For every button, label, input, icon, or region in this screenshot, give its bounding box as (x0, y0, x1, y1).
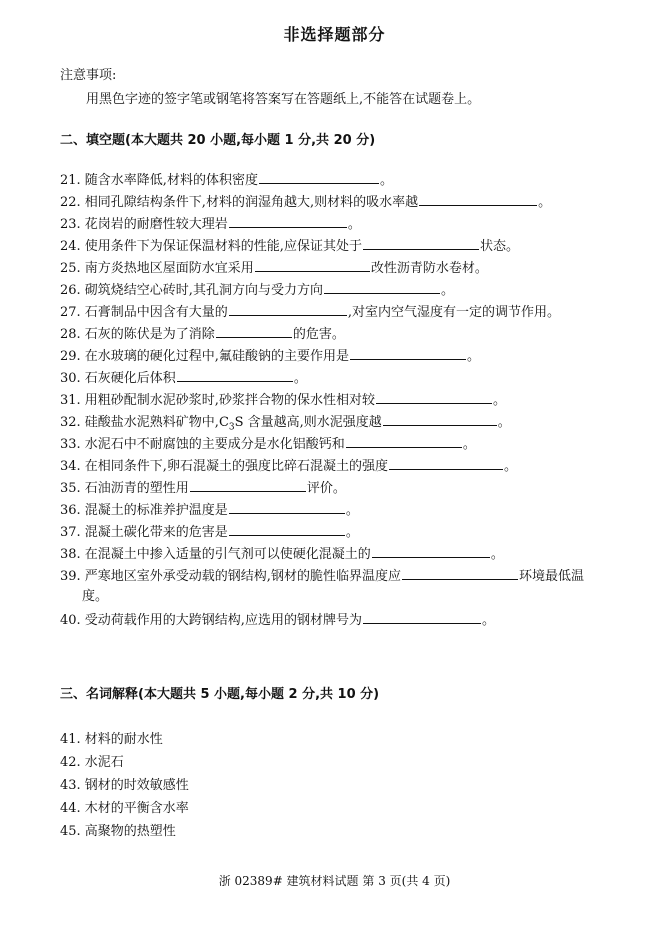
answer-blank (255, 258, 370, 272)
answer-blank (402, 566, 518, 580)
term-44: 44. 木材的平衡含水率 (60, 801, 189, 816)
question-35: 35. 石油沥青的塑性用 评价。 (60, 478, 640, 499)
page-footer: 浙 02389# 建筑材料试题 第 3 页(共 4 页) (218, 874, 451, 888)
question-39: 39. 严寒地区室外承受动载的钢结构,钢材的脆性临界温度应 环境最低温 度。 (60, 566, 640, 607)
answer-blank (346, 434, 462, 448)
answer-blank (177, 368, 293, 382)
answer-blank (324, 280, 440, 294)
answer-blank (229, 214, 347, 228)
notice-heading: 注意事项: (60, 68, 117, 83)
term-42: 42. 水泥石 (60, 755, 124, 770)
answer-blank (363, 236, 479, 250)
question-31: 31. 用粗砂配制水泥砂浆时,砂浆拌合物的保水性相对较 。 (60, 390, 640, 411)
question-37: 37. 混凝土碳化带来的危害是 。 (60, 522, 640, 543)
question-21: 21. 随含水率降低,材料的体积密度 。 (60, 170, 640, 191)
question-36: 36. 混凝土的标准养护温度是 。 (60, 500, 640, 521)
question-27: 27. 石膏制品中因含有大量的 ,对室内空气湿度有一定的调节作用。 (60, 302, 640, 323)
answer-blank (190, 478, 306, 492)
section-fill-blank-heading: 二、填空题(本大题共 20 小题,每小题 1 分,共 20 分) (60, 133, 376, 148)
answer-blank (229, 522, 345, 536)
question-33: 33. 水泥石中不耐腐蚀的主要成分是水化铝酸钙和 。 (60, 434, 640, 455)
question-28: 28. 石灰的陈伏是为了消除 的危害。 (60, 324, 640, 345)
answer-blank (259, 170, 379, 184)
answer-blank (389, 456, 503, 470)
question-32: 32. 硅酸盐水泥熟料矿物中$,C_3S$ 含量越高,则水泥强度越 。 (60, 412, 640, 438)
term-43: 43. 钢材的时效敏感性 (60, 778, 189, 793)
question-38: 38. 在混凝土中掺入适量的引气剂可以使硬化混凝土的 。 (60, 544, 640, 565)
answer-blank (383, 412, 497, 426)
section-definitions-heading: 三、名词解释(本大题共 5 小题,每小题 2 分,共 10 分) (60, 687, 380, 702)
question-24: 24. 使用条件下为保证保温材料的性能,应保证其处于 状态。 (60, 236, 640, 257)
question-23: 23. 花岗岩的耐磨性较大理岩 。 (60, 214, 640, 235)
answer-blank (229, 302, 347, 316)
answer-blank (350, 346, 466, 360)
notice-body: 用黑色字迹的签字笔或钢笔将答案写在答题纸上,不能答在试题卷上。 (86, 92, 481, 107)
answer-blank (216, 324, 292, 338)
answer-blank (372, 544, 490, 558)
question-22: 22. 相同孔隙结构条件下,材料的润湿角越大,则材料的吸水率越 。 (60, 192, 640, 213)
term-41: 41. 材料的耐水性 (60, 732, 163, 747)
question-26: 26. 砌筑烧结空心砖时,其孔洞方向与受力方向 。 (60, 280, 640, 301)
term-45: 45. 高聚物的热塑性 (60, 824, 176, 839)
answer-blank (419, 192, 537, 206)
page-title: 非选择题部分 (283, 25, 386, 44)
question-25: 25. 南方炎热地区屋面防水宜采用 改性沥青防水卷材。 (60, 258, 640, 279)
answer-blank (376, 390, 492, 404)
answer-blank (363, 610, 481, 624)
question-34: 34. 在相同条件下,卵石混凝土的强度比碎石混凝土的强度 。 (60, 456, 640, 477)
question-29: 29. 在水玻璃的硬化过程中,氟硅酸钠的主要作用是 。 (60, 346, 640, 367)
question-30: 30. 石灰硬化后体积 。 (60, 368, 640, 389)
question-40: 40. 受动荷载作用的大跨钢结构,应选用的钢材牌号为 。 (60, 610, 640, 631)
answer-blank (229, 500, 345, 514)
